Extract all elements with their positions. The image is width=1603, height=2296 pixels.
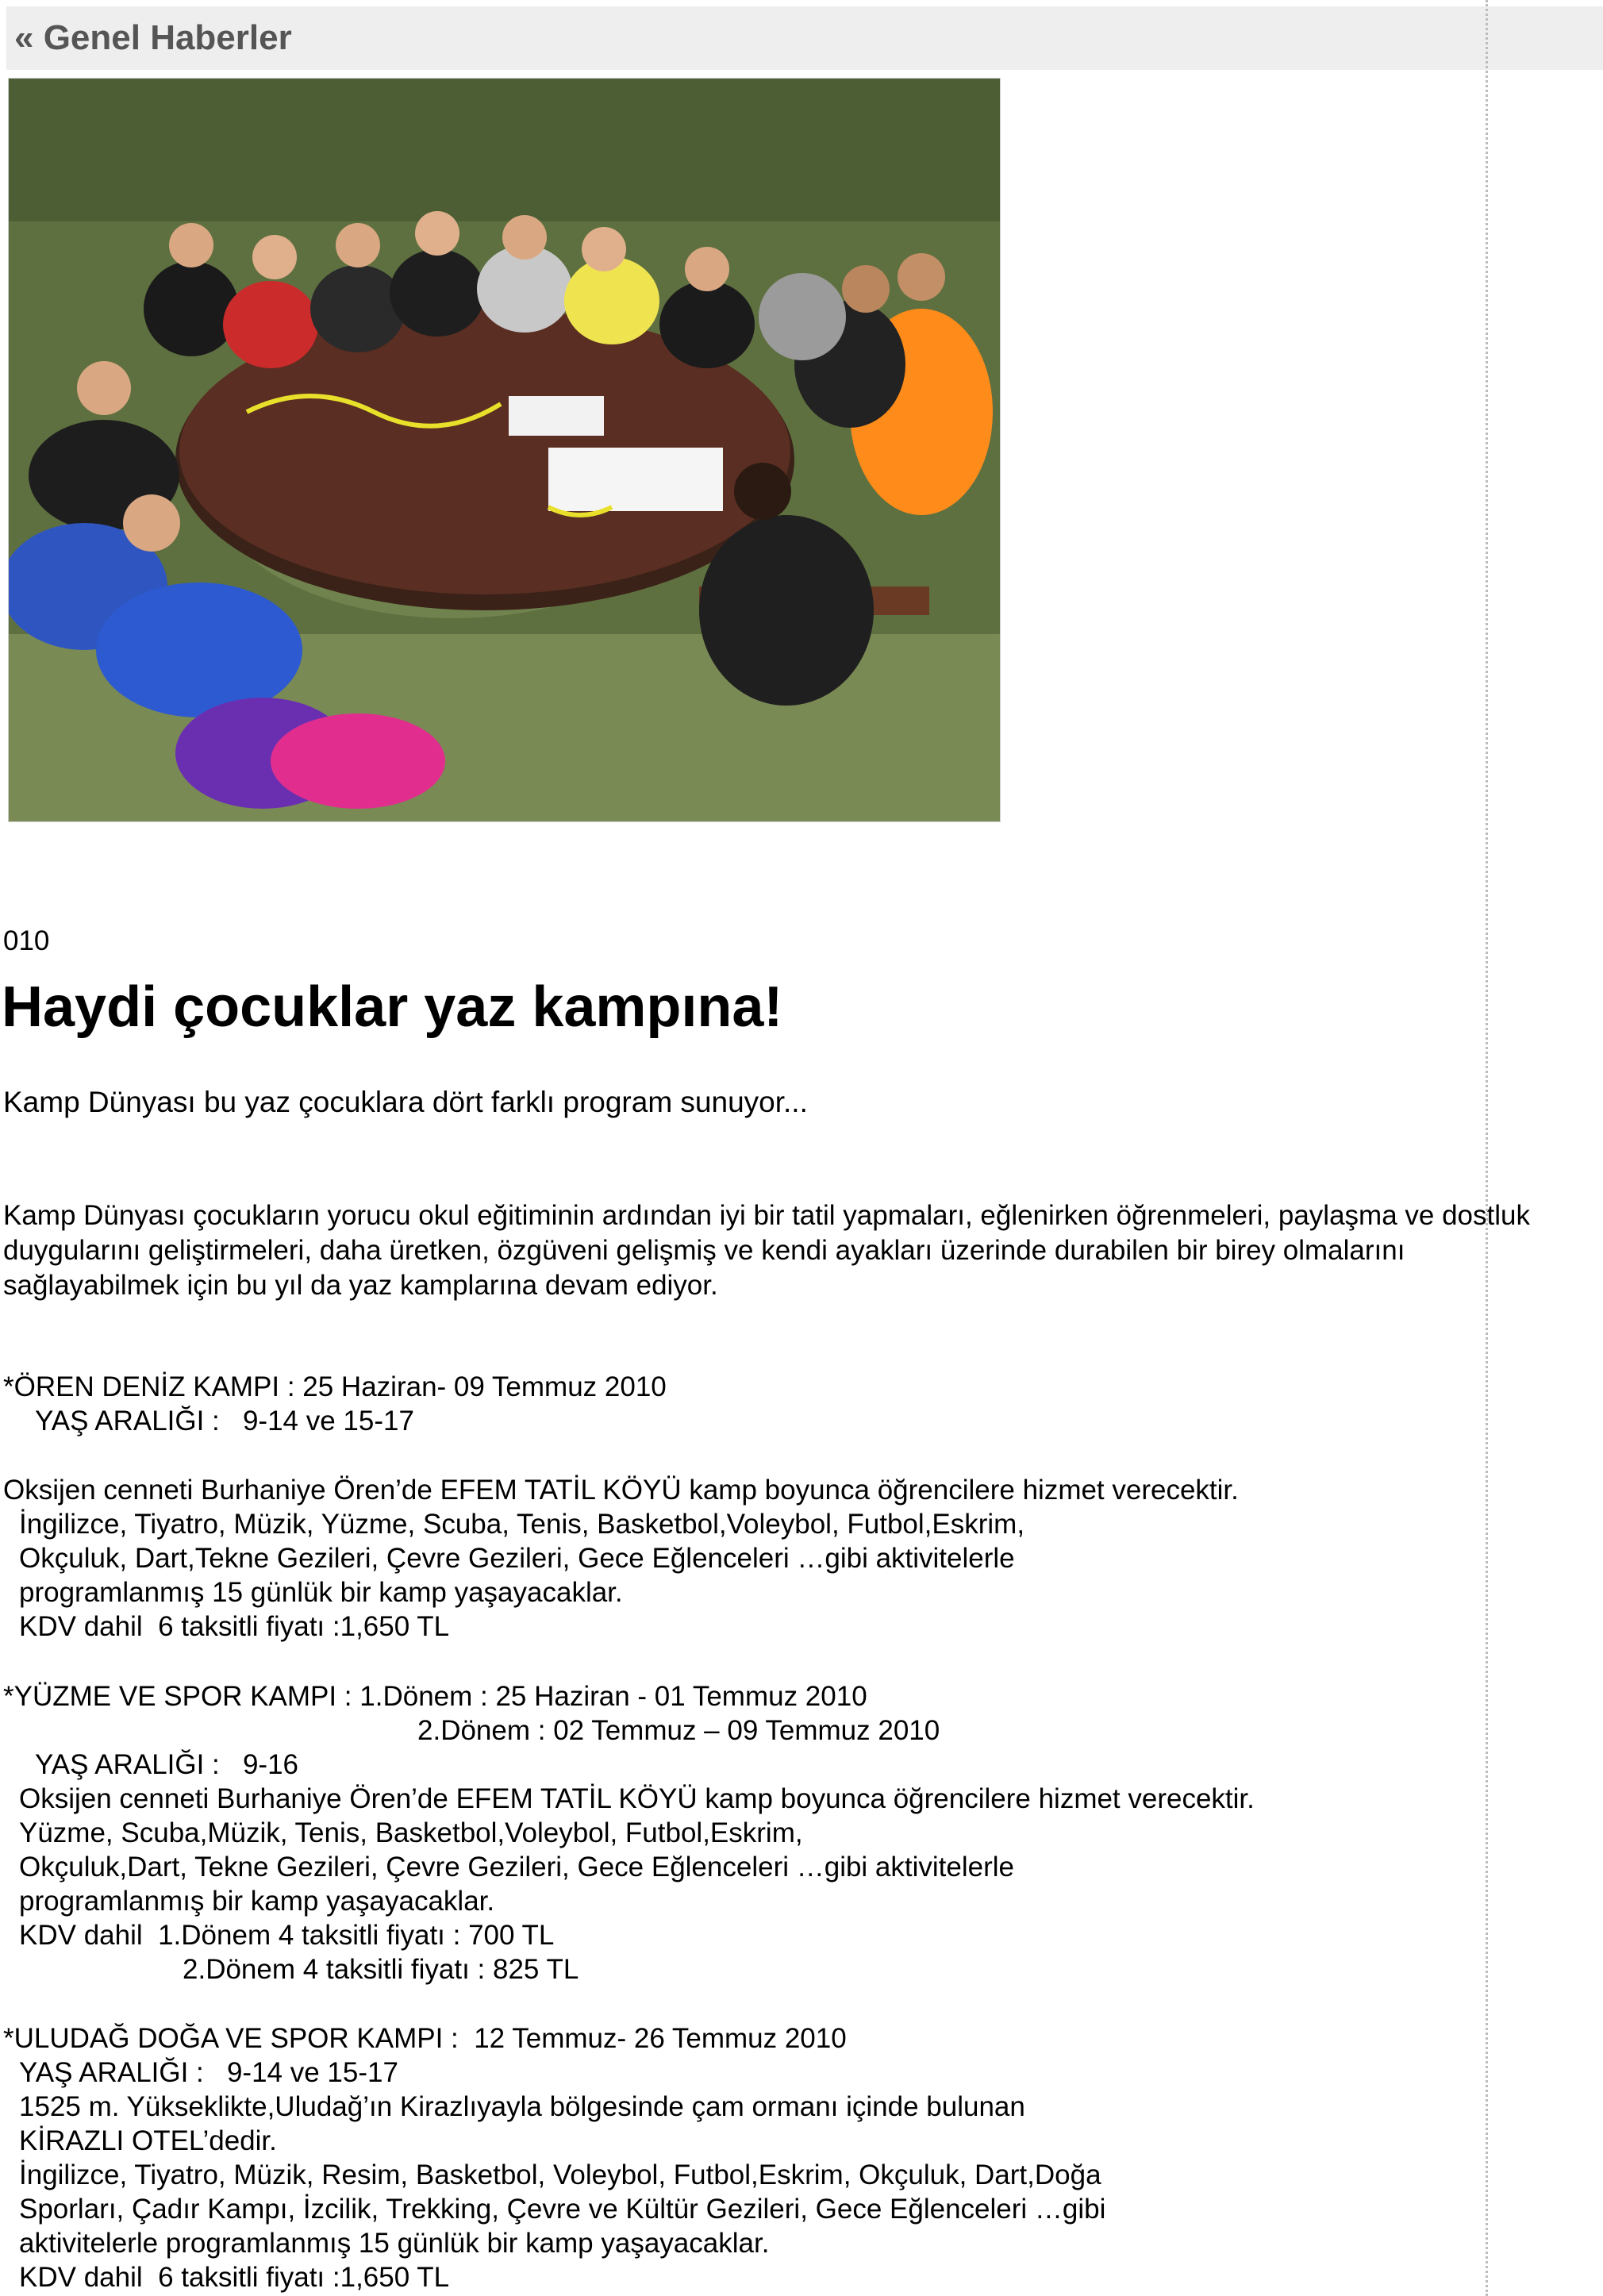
article-code: 010 [3,925,50,956]
yuzme-heading: *YÜZME VE SPOR KAMPI : 1.Dönem : 25 Haziran - 01 Temmuz 2010 [3,1681,867,1712]
article-title: Haydi çocuklar yaz kampına! [2,975,783,1039]
uludag-heading: *ULUDAĞ DOĞA VE SPOR KAMPI : 12 Temmuz- 26 Temmuz 2010 [3,2023,847,2054]
uludag-activities-2: Sporları, Çadır Kampı, İzcilik, Trekking, Çevre ve Kültür Gezileri, Gece Eğlenceleri …gibi [19,2194,1106,2225]
oren-activities-1: İngilizce, Tiyatro, Müzik, Yüzme, Scuba, Tenis, Basketbol,Voleybol, Futbol,Eskrim, [19,1509,1025,1540]
yuzme-price-1: KDV dahil 1.Dönem 4 taksitli fiyatı : 700 TL [19,1920,555,1951]
uludag-place-2: KİRAZLI OTEL’dedir. [19,2125,277,2156]
back-to-genel-haberler-link[interactable]: « Genel Haberler [14,18,292,57]
yuzme-age: YAŞ ARALIĞI : 9-16 [35,1749,299,1780]
uludag-activities-1: İngilizce, Tiyatro, Müzik, Resim, Basketbol, Voleybol, Futbol,Eskrim, Okçuluk, Dart,Doğa [19,2159,1101,2190]
yuzme-period-2: 2.Dönem : 02 Temmuz – 09 Temmuz 2010 [417,1715,940,1746]
article-lede: Kamp Dünyası bu yaz çocuklara dört farklı program sunuyor... [3,1086,808,1118]
oren-age: YAŞ ARALIĞI : 9-14 ve 15-17 [35,1406,414,1436]
uludag-age: YAŞ ARALIĞI : 9-14 ve 15-17 [19,2057,398,2088]
uludag-activities-3: aktivitelerle programlanmış 15 günlük bir kamp yaşayacaklar. [19,2228,770,2259]
yuzme-activities-1: Yüzme, Scuba,Müzik, Tenis, Basketbol,Voleybol, Futbol,Eskrim, [19,1817,803,1848]
article-photo [8,78,1001,822]
oren-price: KDV dahil 6 taksitli fiyatı :1,650 TL [19,1611,450,1642]
oren-place: Oksijen cenneti Burhaniye Ören’de EFEM TATİL KÖYÜ kamp boyunca öğrencilere hizmet verecektir. [3,1475,1239,1506]
uludag-place-1: 1525 m. Yükseklikte,Uludağ’ın Kirazlıyayla bölgesinde çam ormanı içinde bulunan [19,2091,1025,2122]
oren-heading: *ÖREN DENİZ KAMPI : 25 Haziran- 09 Temmuz 2010 [3,1371,667,1402]
article-intro: Kamp Dünyası çocukların yorucu okul eğitiminin ardından iyi bir tatil yapmaları, eğlenirken öğrenmeleri, paylaşma ve dostluk duygularını geliştirmeleri, daha üretken, özgüveni gelişmiş ve kendi ayakları üzerinde durabilen bir birey olmalarını sağlayabilmek için bu yıl da yaz kamplarına devam ediyor. [3,1200,1530,1301]
oren-activities-2: Okçuluk, Dart,Tekne Gezileri, Çevre Gezileri, Gece Eğlenceleri …gibi aktivitelerle [19,1543,1015,1574]
oren-activities-3: programlanmış 15 günlük bir kamp yaşayacaklar. [19,1577,623,1608]
yuzme-place: Oksijen cenneti Burhaniye Ören’de EFEM TATİL KÖYÜ kamp boyunca öğrencilere hizmet verecektir. [19,1783,1255,1814]
yuzme-price-2: 2.Dönem 4 taksitli fiyatı : 825 TL [183,1954,579,1985]
right-column-divider [1486,0,1488,2296]
uludag-price: KDV dahil 6 taksitli fiyatı :1,650 TL [19,2262,450,2293]
yuzme-activities-3: programlanmış bir kamp yaşayacaklar. [19,1886,495,1917]
yuzme-activities-2: Okçuluk,Dart, Tekne Gezileri, Çevre Gezileri, Gece Eğlenceleri …gibi aktivitelerle [19,1852,1015,1883]
